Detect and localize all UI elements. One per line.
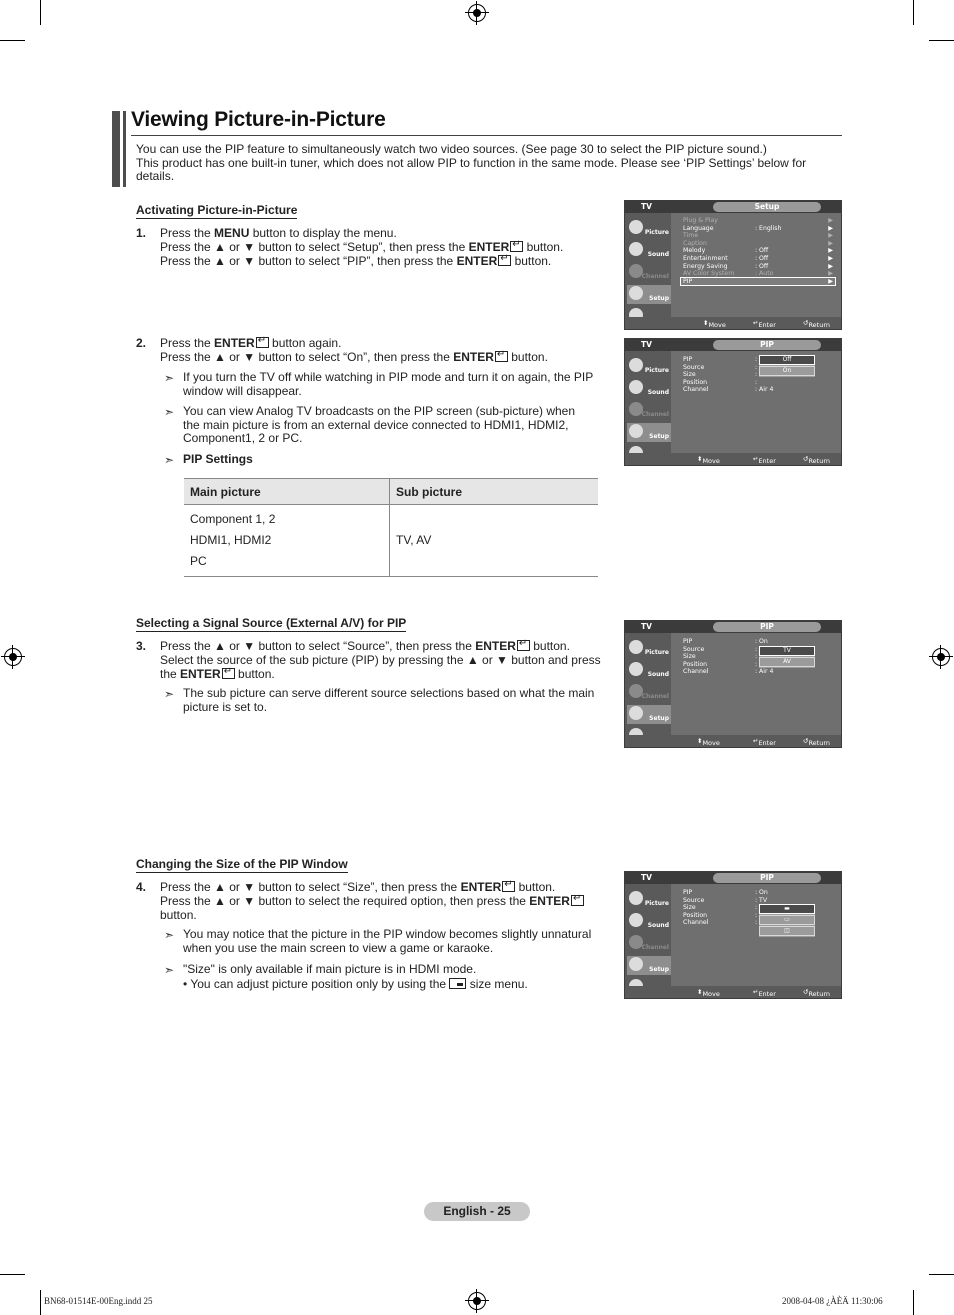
table-row <box>184 505 598 577</box>
pip-settings-table <box>184 478 598 577</box>
option-off: Off <box>759 355 815 365</box>
osd-nav-channel: Channel <box>627 683 671 702</box>
date-slug: 2008-04-08 ¿ÀÈÄ 11:30:06 <box>782 1296 883 1306</box>
osd-nav-channel: Channel <box>627 401 671 420</box>
enter-icon <box>510 241 523 252</box>
intro-text <box>136 143 836 184</box>
title-underline <box>131 135 842 136</box>
osd-nav-picture: Picture <box>627 890 671 909</box>
title-bar-decoration <box>112 111 120 187</box>
osd-sidebar <box>625 884 671 986</box>
osd-footer: ⬍ Move ↵ Enter ↺ Return <box>625 735 841 747</box>
osd-popup <box>759 646 815 668</box>
osd-popup <box>759 904 815 937</box>
table-header: Main picture <box>184 479 390 505</box>
enter-icon <box>498 255 511 266</box>
sound-icon <box>629 913 643 927</box>
picture-icon <box>629 220 643 234</box>
crop-mark <box>0 40 25 41</box>
osd-nav-setup: Setup <box>627 705 671 724</box>
step-4-text: Press the ▲ or ▼ button to select “Size”, then press the ENTER↵ button. Press the ▲ or ▼ button to select the required option, then press the ENTER↵ button. <box>160 880 620 922</box>
osd-nav-channel: Channel <box>627 263 671 282</box>
osd-footer: ⬍ Move ↵ Enter ↺ Return <box>625 453 841 465</box>
page-title: Viewing Picture-in-Picture <box>131 108 386 131</box>
note-text: "Size" is only available if main picture is in HDMI mode. <box>183 962 477 976</box>
osd-header: Setup <box>713 202 821 212</box>
note-arrow-icon: ➣ <box>164 928 175 942</box>
table-cell: TV, AV <box>390 505 599 577</box>
note-text: You can view Analog TV broadcasts on the PIP screen (sub-picture) when the main picture is from an external device connected to HDMI1, HDMI2, Component1, 2 or PC. <box>183 404 576 445</box>
osd-rows: PIP : Source : Size : Position : Channel : Air 4 <box>683 356 774 394</box>
note-arrow-icon: ➣ <box>164 687 175 701</box>
step-1-text: Press the MENU button to display the menu. Press the ▲ or ▼ button to select “Setup”, then press the ENTER↵ button. Press the ▲ or ▼ button to select “PIP”, then press the ENTER↵ button. <box>160 226 610 268</box>
page-number: English - 25 <box>424 1202 530 1221</box>
sound-icon <box>629 662 643 676</box>
section-heading-activating: Activating Picture-in-Picture <box>136 203 298 217</box>
osd-nav-setup: Setup <box>627 423 671 442</box>
osd-pip-source-menu: TV PIP Picture Sound Channel Setup PIP : On Source : Size : Position : Channel : Air 4 TV AV ⬍ Move ↵ Enter ↺ Return <box>624 620 842 748</box>
table-cell: Component 1, 2 HDMI1, HDMI2 PC <box>184 505 390 577</box>
osd-nav-setup: Setup <box>627 956 671 975</box>
note-arrow-icon: ➣ <box>164 453 175 467</box>
intro-paragraph-2: This product has one built-in tuner, which does not allow PIP to function in the same mode. Please see ‘PIP Settings’ below for details. <box>136 155 807 183</box>
osd-nav-setup: Setup <box>627 285 671 304</box>
osd-nav-sound: Sound <box>627 379 671 398</box>
section-heading-signal-source: Selecting a Signal Source (External A/V) for PIP <box>136 616 407 630</box>
osd-rows: Plug & Play ▶ Language : English ▶ Time ▶ Caption ▶ Melody : Off ▶ Entertainment : Off ▶ Energy Saving : Off ▶ AV Color System : Auto ▶ PIP ▶ <box>683 217 833 285</box>
crop-mark <box>913 1290 914 1315</box>
osd-footer: ⬍ Move ↵ Enter ↺ Return <box>625 317 841 329</box>
size-double-icon: ▭ <box>759 915 815 925</box>
enter-icon <box>517 640 530 651</box>
osd-nav-picture: Picture <box>627 219 671 238</box>
note-text: The sub picture can serve different source selections based on what the main picture is set to. <box>183 686 595 714</box>
crop-mark <box>0 1274 25 1275</box>
osd-nav-sound: Sound <box>627 661 671 680</box>
step-number: 3. <box>136 639 147 653</box>
setup-icon <box>629 957 643 971</box>
setup-icon <box>629 286 643 300</box>
osd-sidebar <box>625 351 671 453</box>
note-arrow-icon: ➣ <box>164 405 175 419</box>
section-heading-size: Changing the Size of the PIP Window <box>136 857 348 871</box>
osd-popup <box>759 355 815 377</box>
picture-icon <box>629 891 643 905</box>
osd-nav-channel: Channel <box>627 934 671 953</box>
note-heading: PIP Settings <box>183 452 253 466</box>
osd-nav-picture: Picture <box>627 357 671 376</box>
option-on: On <box>759 366 815 376</box>
osd-footer: ⬍ Move ↵ Enter ↺ Return <box>625 986 841 998</box>
osd-rows: PIP : On Source : TV Size : Position : Channel : <box>683 889 768 927</box>
sound-icon <box>629 380 643 394</box>
crop-mark <box>40 1290 41 1315</box>
osd-header: PIP <box>713 340 821 350</box>
picture-icon <box>629 640 643 654</box>
option-tv: TV <box>759 646 815 656</box>
registration-mark-icon <box>468 1292 486 1310</box>
enter-icon <box>222 668 235 679</box>
crop-mark <box>40 0 41 25</box>
note-arrow-icon: ➣ <box>164 963 175 977</box>
step-2-text: Press the ENTER↵ button again. Press the ▲ or ▼ button to select “On”, then press the ENTER↵ button. <box>160 336 610 364</box>
enter-icon <box>495 351 508 362</box>
osd-sidebar <box>625 633 671 735</box>
registration-mark-icon <box>468 4 486 22</box>
table-header: Sub picture <box>390 479 599 505</box>
osd-setup-menu: TV Setup Picture Sound Channel Setup Plug & Play ▶ Language : English ▶ Time ▶ Caption ▶ Melody : Off ▶ Entertainment : Off ▶ Energy Saving : Off ▶ AV Color System : Auto ▶ PIP ▶ ⬍ Move ↵ Enter ↺ Return <box>624 200 842 330</box>
crop-mark <box>929 1274 954 1275</box>
osd-sidebar <box>625 213 671 317</box>
osd-pip-menu: TV PIP Picture Sound Channel Setup PIP : Source : Size : Position : Channel : Air 4 Off On ⬍ Move ↵ Enter ↺ Return <box>624 338 842 466</box>
osd-header: PIP <box>713 873 821 883</box>
step-number: 1. <box>136 226 147 240</box>
note-text: If you turn the TV off while watching in PIP mode and turn it on again, the PIP window will disappear. <box>183 370 594 398</box>
osd-rows: PIP : On Source : Size : Position : Channel : Air 4 <box>683 638 774 676</box>
step-number: 4. <box>136 880 147 894</box>
crop-mark <box>929 40 954 41</box>
title-bar-decoration <box>123 111 126 187</box>
option-av: AV <box>759 657 815 667</box>
osd-nav-sound: Sound <box>627 241 671 260</box>
setup-icon <box>629 706 643 720</box>
sound-icon <box>629 242 643 256</box>
size-small-icon: ▬ <box>759 904 815 914</box>
enter-icon <box>502 881 515 892</box>
enter-icon <box>256 337 269 348</box>
note-text: You may notice that the picture in the PIP window becomes slightly unnatural when you use the main screen to view a game or karaoke. <box>183 927 592 955</box>
registration-mark-icon <box>4 648 22 666</box>
crop-mark <box>913 0 914 25</box>
picture-icon <box>629 358 643 372</box>
step-3-text: Press the ▲ or ▼ button to select “Source”, then press the ENTER↵ button. Select the source of the sub picture (PIP) by pressing the ▲ or ▼ button and press the ENTER↵ button. <box>160 639 620 681</box>
osd-nav-picture: Picture <box>627 639 671 658</box>
note-text: • You can adjust picture position only by using the size menu. <box>183 977 528 991</box>
osd-header: PIP <box>713 622 821 632</box>
file-slug: BN68-01514E-00Eng.indd 25 <box>44 1296 153 1306</box>
step-number: 2. <box>136 336 147 350</box>
note-arrow-icon: ➣ <box>164 371 175 385</box>
size-icon <box>449 978 466 989</box>
setup-icon <box>629 424 643 438</box>
registration-mark-icon <box>932 648 950 666</box>
osd-nav-sound: Sound <box>627 912 671 931</box>
intro-paragraph-1: You can use the PIP feature to simultaneously watch two video sources. (See page 30 to select the PIP picture sound.) <box>136 142 767 156</box>
size-split-icon: ◫ <box>759 926 815 936</box>
osd-pip-size-menu: TV PIP Picture Sound Channel Setup PIP : On Source : TV Size : Position : Channel : ▬ ▭ ◫ ⬍ Move ↵ Enter ↺ Return <box>624 871 842 999</box>
enter-icon <box>571 895 584 906</box>
